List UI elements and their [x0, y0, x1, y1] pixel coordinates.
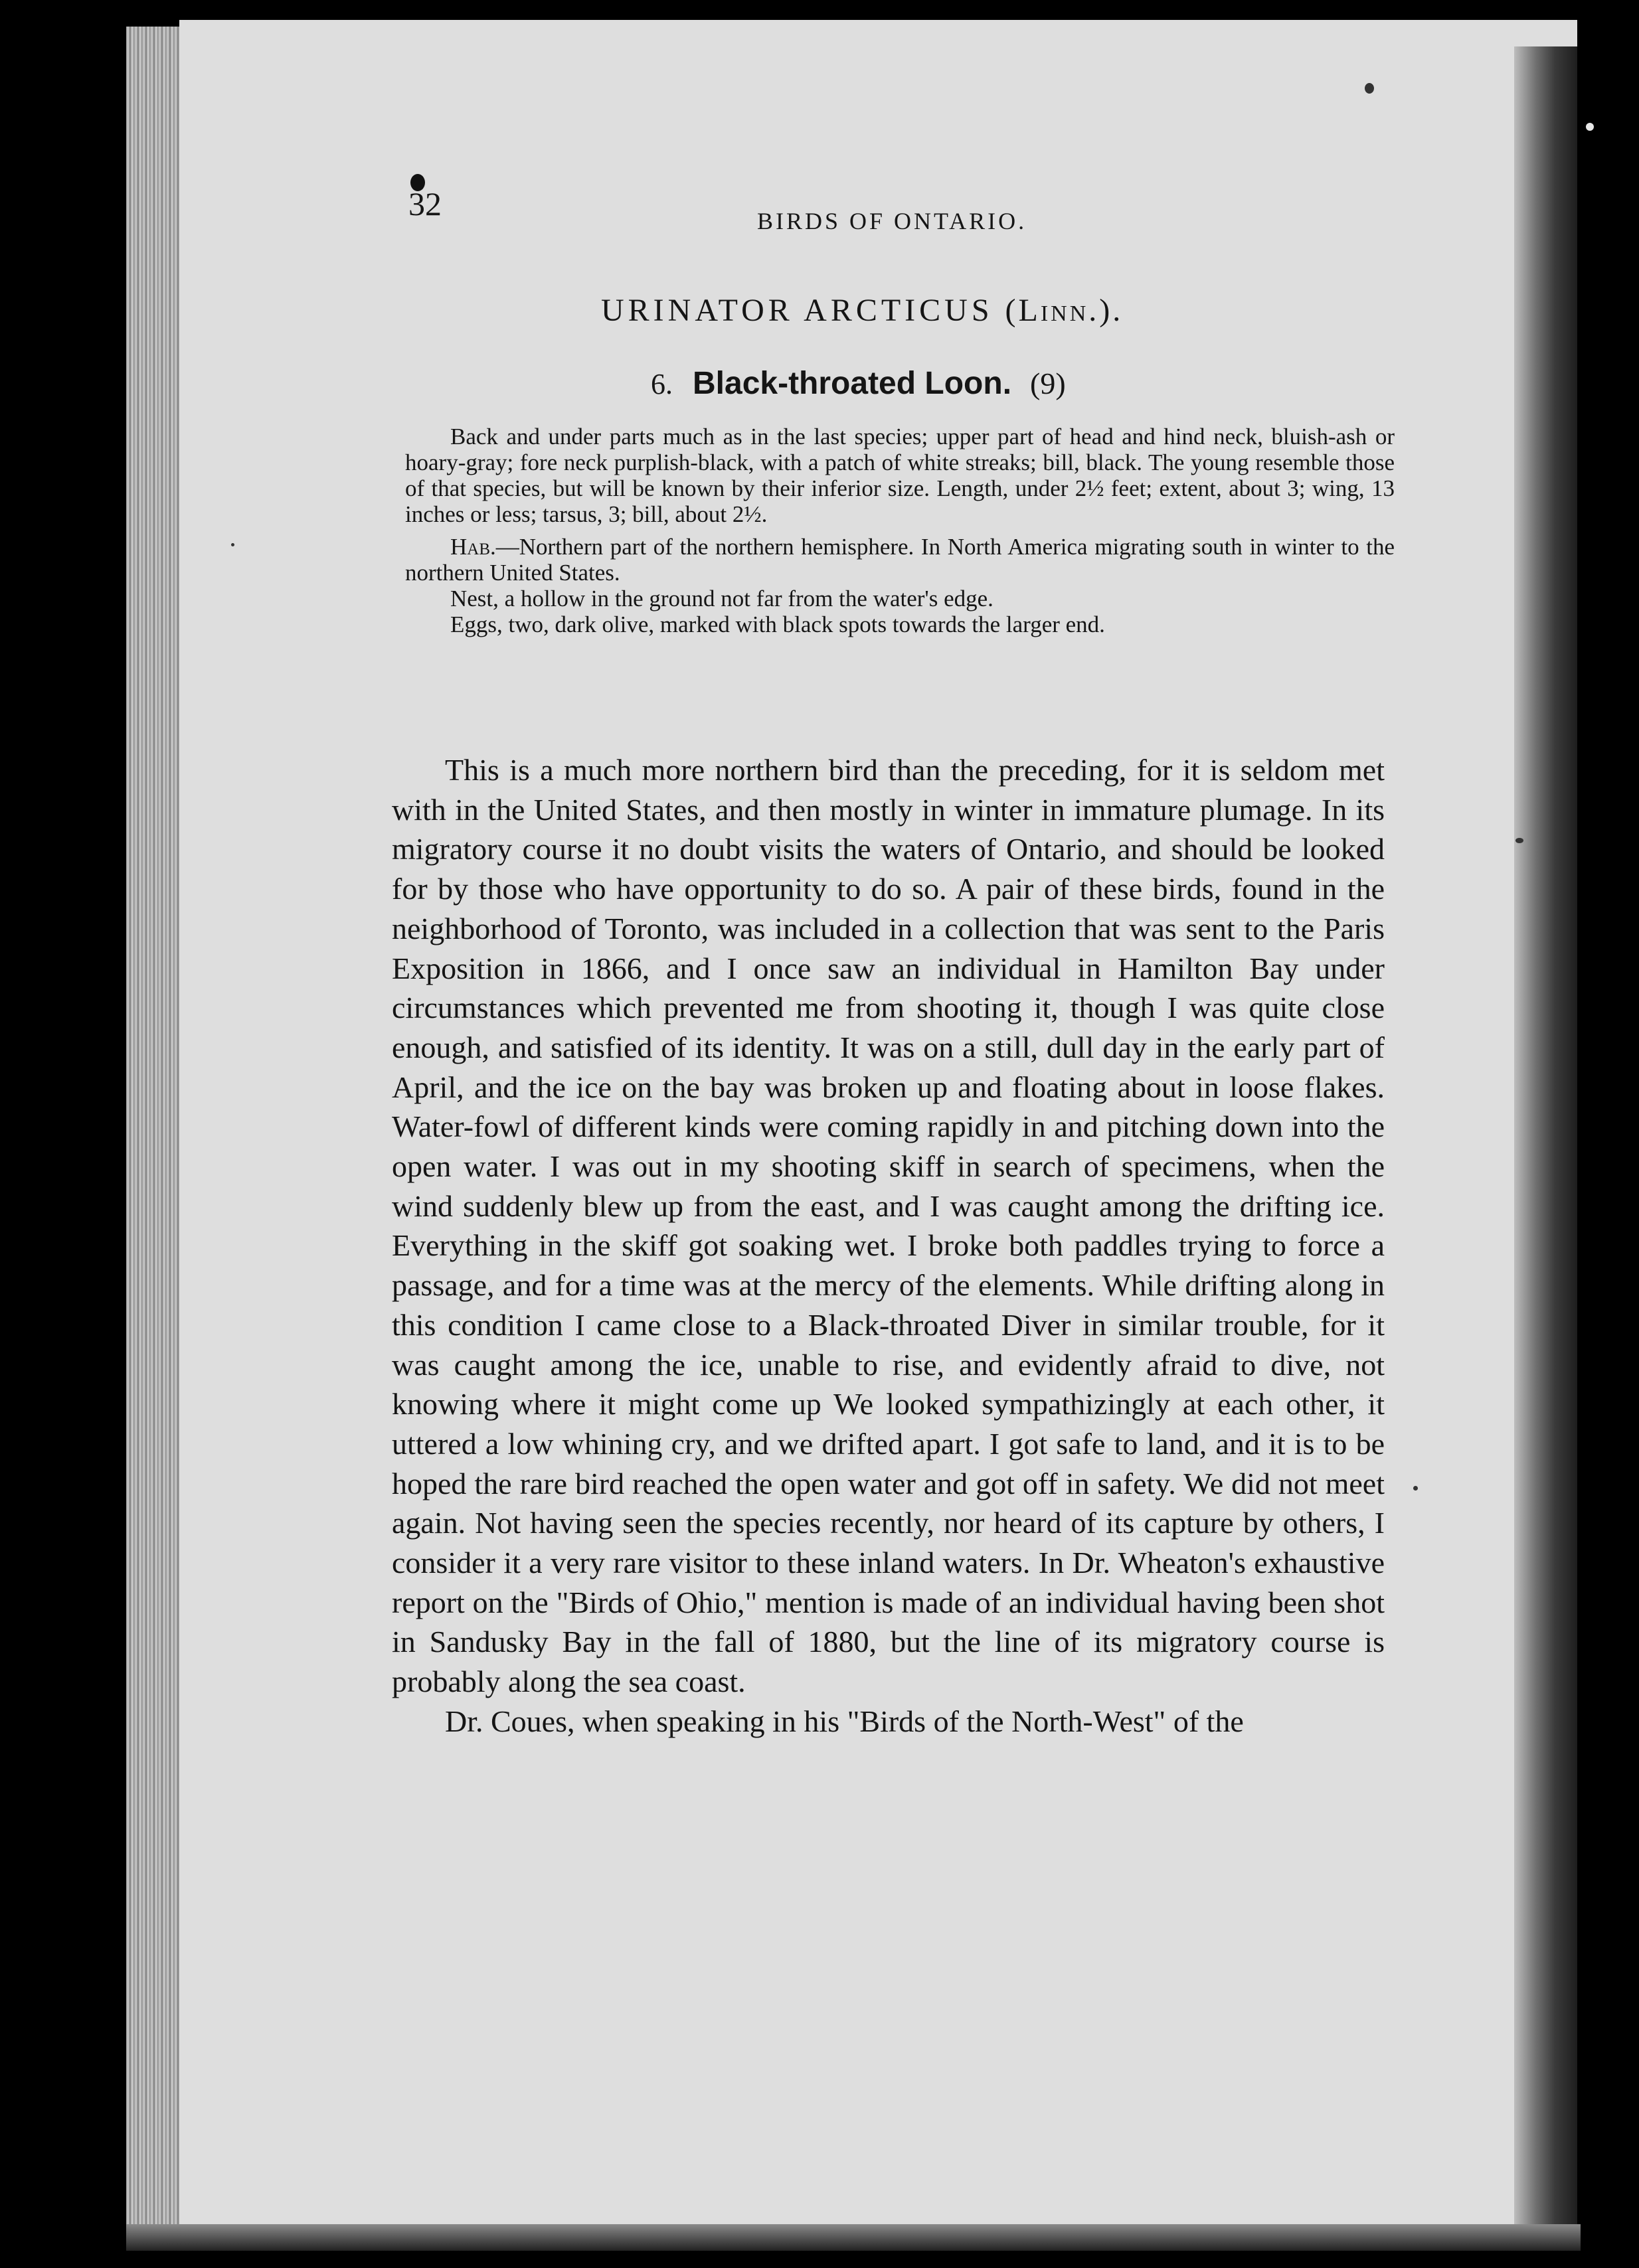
bottom-edge-shadow: [126, 2224, 1581, 2251]
aou-number: (9): [1030, 366, 1066, 400]
paper-speck: [1413, 1486, 1418, 1491]
scientific-name: URINATOR ARCTICUS: [601, 293, 993, 328]
species-description: [405, 424, 1395, 637]
paper-speck: [1365, 83, 1374, 94]
nest-paragraph: Nest, a hollow in the ground not far from the water's edge.: [450, 586, 993, 611]
paper-speck: [231, 543, 234, 546]
eggs-paragraph: Eggs, two, dark olive, marked with black spots towards the larger end.: [450, 611, 1105, 637]
habitat-paragraph: [405, 534, 1395, 586]
body-paragraph-1: This is a much more northern bird than the preceding, for it is seldom met with in the United States, and then mostly in winter in immature plumage. In its migratory course it no doubt visits the waters of Ontario, and should be looked for by those who have opportunity to do so. A pair of these birds, found in the neighborhood of Toronto, was included in a collection that was sent to the Paris Exposition in 1866, and I once saw an individual in Hamilton Bay under circumstances which prevented me from shooting it, though I was quite close enough, and satisfied of its identity. It was on a still, dull day in the early part of April, and the ice on the bay was broken up and floating about in loose flakes. Water-fowl of different kinds were coming rapidly in and pitching down into the open water. I was out in my shooting skiff in search of specimens, when the wind suddenly blew up from the east, and I was caught among the drifting ice. Everything in the skiff got soaking wet. I broke both paddles trying to force a passage, and for a time was at the mercy of the elements. While drifting along in this condition I came close to a Black-throated Diver in similar trouble, for it was caught among the ice, unable to rise, and evidently afraid to dive, not knowing where it might come up We looked sympathizingly at each other, it uttered a low whining cry, and we drifted apart. I got safe to land, and it is to be hoped the rare bird reached the open water and got off in safety. We did not meet again. Not having seen the species recently, nor heard of its capture by others, I consider it a very rare visitor to these inland waters. In Dr. Wheaton's exhaustive report on the "Birds of Ohio," mention is made of an individual having been shot in Sandusky Bay in the fall of 1880, but the line of its migratory course is probably along the sea coast.: [392, 753, 1385, 1699]
species-authority: (Linn.).: [1005, 293, 1124, 328]
page-number: 32: [408, 185, 442, 222]
binding-gutter-shadow: [1514, 46, 1577, 2237]
scientific-name-heading: [601, 292, 1123, 329]
description-paragraph: Back and under parts much as in the last species; upper part of head and hind neck, bluish-ash or hoary-gray; fore neck purplish-black, with a patch of white streaks; bill, black. The young resemble those of that species, but will be known by their inferior size. Length, under 2½ feet; extent, about 3; wing, 13 inches or less; tarsus, 3; bill, about 2½.: [405, 424, 1395, 527]
common-name: Black-throated Loon.: [693, 366, 1012, 401]
paper-speck: [1515, 838, 1523, 843]
common-name-heading: [651, 365, 1066, 402]
body-text: [392, 750, 1385, 1742]
habitat-label: Hab.: [450, 534, 496, 560]
habitat-text: —Northern part of the northern hemisphere. In North America migrating south in winter to the northern United States.: [405, 534, 1395, 586]
running-head: BIRDS OF ONTARIO.: [757, 208, 1027, 234]
paper-speck: [1586, 123, 1594, 131]
species-number: 6.: [651, 368, 673, 400]
body-paragraph-2: Dr. Coues, when speaking in his "Birds of the North-West" of the: [445, 1704, 1244, 1738]
